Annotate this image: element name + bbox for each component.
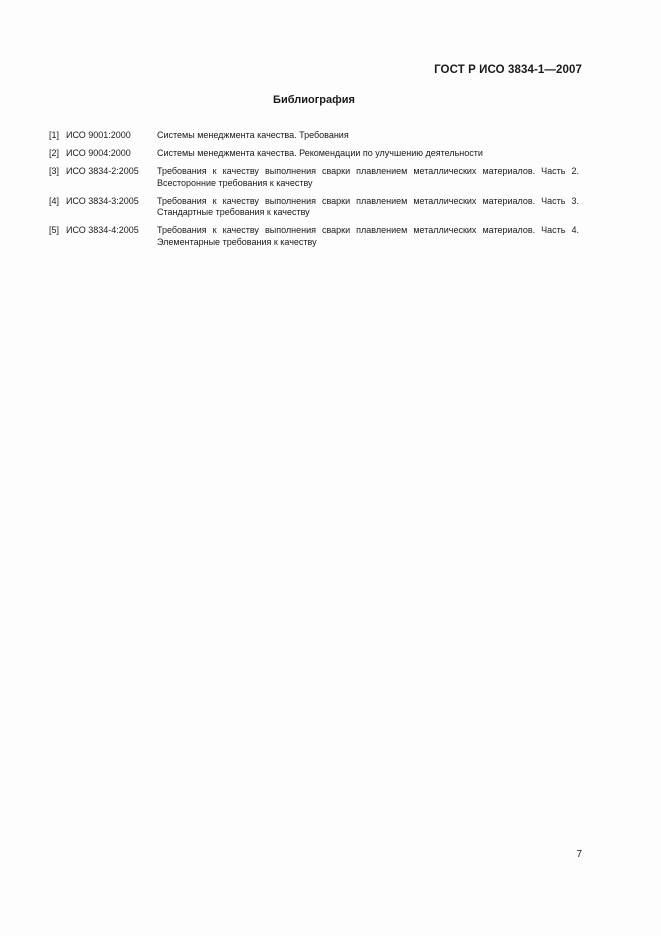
bibliography-list xyxy=(49,130,579,255)
entry-reference: ИСО 3834-3:2005 xyxy=(66,195,139,206)
entry-reference: ИСО 3834-2:2005 xyxy=(66,166,139,176)
bibliography-entry xyxy=(49,196,579,219)
entry-title: Системы менеджмента качества. Требования xyxy=(157,130,349,140)
bibliography-entry xyxy=(49,130,579,142)
bibliography-entry xyxy=(49,225,579,248)
entry-title: Требования к качеству выполнения сварки плавлением металлических материалов. Часть 2. Всесторонние требования к качеству xyxy=(157,166,579,188)
entry-reference: ИСО 3834-4:2005 xyxy=(66,225,139,235)
entry-number: [5] xyxy=(49,225,60,235)
entry-title: Требования к качеству выполнения сварки плавлением металлических материалов. Часть 3. Стандартные требования к качеству xyxy=(157,195,579,217)
entry-number: [2] xyxy=(49,148,60,158)
entry-reference: ИСО 9004:2000 xyxy=(66,148,131,158)
entry-number: [3] xyxy=(49,166,60,176)
entry-title: Системы менеджмента качества. Рекомендации по улучшению деятельности xyxy=(157,148,483,158)
entry-number: [4] xyxy=(49,195,60,206)
document-code: ГОСТ Р ИСО 3834-1—2007 xyxy=(434,64,582,76)
entry-number: [1] xyxy=(49,130,60,140)
bibliography-entry xyxy=(49,166,579,189)
entry-reference: ИСО 9001:2000 xyxy=(66,130,131,140)
page-number: 7 xyxy=(576,849,582,860)
entry-title: Требования к качеству выполнения сварки плавлением металлических материалов. Часть 4. Элементарные требования к качеству xyxy=(157,225,579,247)
bibliography-entry xyxy=(49,148,579,160)
section-title: Библиография xyxy=(273,94,355,106)
